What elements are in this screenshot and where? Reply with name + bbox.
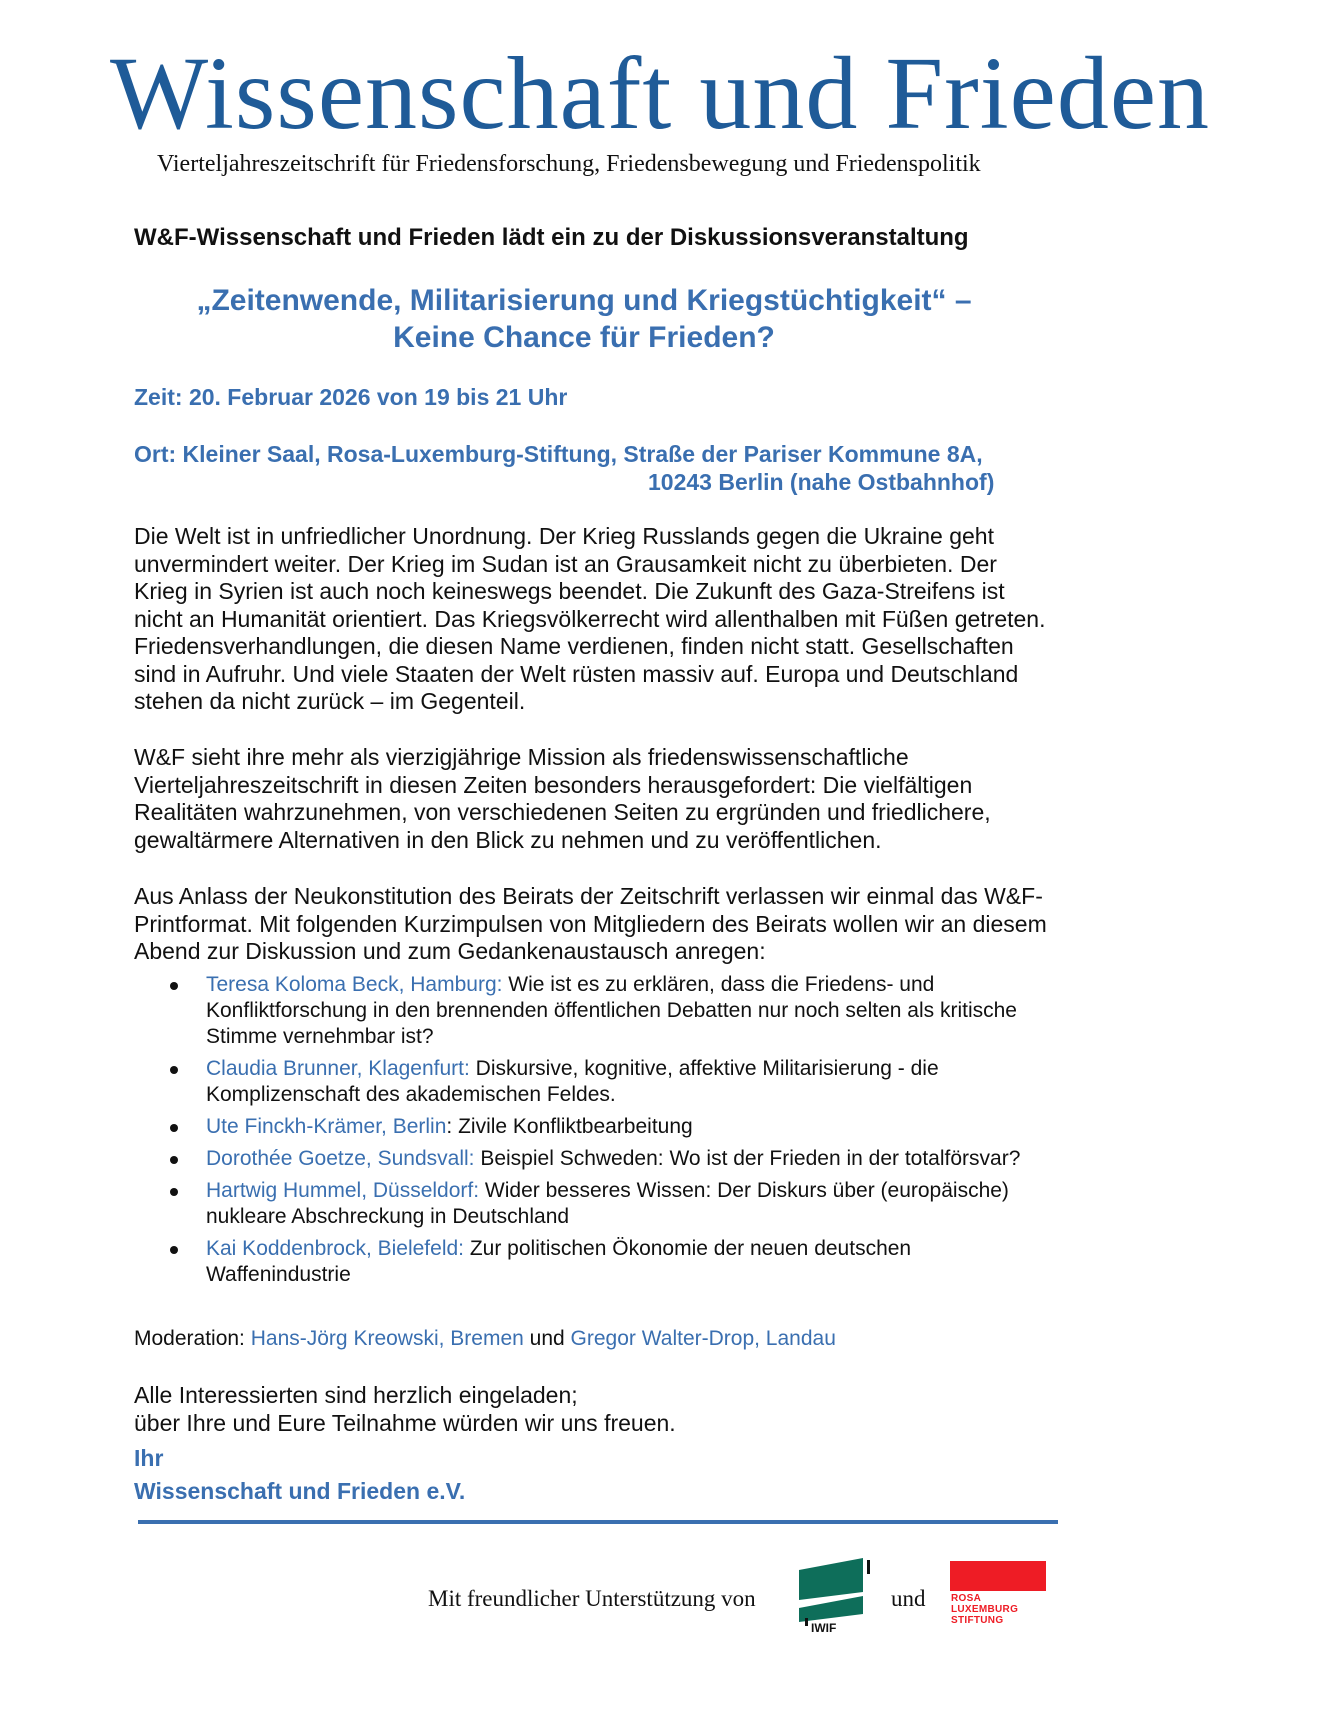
event-time: Zeit: 20. Februar 2026 von 19 bis 21 Uhr: [134, 384, 568, 410]
paragraph-world-situation: Die Welt ist in unfriedlicher Unordnung. Der Krieg Russlands gegen die Ukraine geht unvermindert weiter. Der Krieg im Sudan ist an Grausamkeit nicht zu überbieten. Der Krieg in Syrien ist auch noch keineswegs beendet. Die Zukunft des Gaza-Streifens ist nicht an Humanität orientiert. Das Kriegsvölkerrecht wird allenthalben mit Füßen getreten. Friedensverhandlungen, die diesen Name verdienen, finden nicht statt. Gesellschaften sind in Aufruhr. Und viele Staaten der Welt rüsten massiv auf. Europa und Deutschland stehen da nicht zurück – im Gegenteil.: [134, 523, 1046, 714]
rls-logo-icon: [950, 1561, 1046, 1631]
speaker-name: Hartwig Hummel, Düsseldorf:: [206, 1179, 480, 1202]
speaker-item: [134, 1236, 1034, 1288]
signature-line-2: Wissenschaft und Frieden e.V.: [134, 1478, 466, 1504]
speaker-topic: Beispiel Schweden: Wo ist der Frieden in der totalförsvar?: [474, 1147, 1021, 1170]
moderator-1: Hans-Jörg Kreowski, Bremen: [250, 1327, 524, 1350]
signature-line-1: Ihr: [134, 1445, 164, 1471]
moderator-2: Gregor Walter-Drop, Landau: [570, 1327, 836, 1350]
bullet-icon: [170, 1246, 178, 1254]
speaker-item: [134, 1146, 1034, 1172]
moderation-joiner: und: [523, 1327, 571, 1350]
moderation-line: [134, 1327, 836, 1351]
rls-logo-line: LUXEMBURG: [951, 1604, 1019, 1615]
moderation-label: Moderation:: [134, 1327, 251, 1350]
masthead-title: Wissenschaft und Frieden: [110, 36, 1211, 151]
speaker-item: [134, 1056, 1034, 1108]
support-joiner: und: [891, 1586, 926, 1611]
wif-logo-icon: [797, 1556, 873, 1640]
speaker-topic: Wider besseres Wissen: Der Diskurs über (europäische) nukleare Abschreckung in Deutschland: [206, 1179, 1009, 1228]
invitation-closing: [134, 1381, 676, 1437]
speaker-item: [134, 1114, 1034, 1140]
bullet-icon: [170, 1188, 178, 1196]
event-title-line-1: „Zeitenwende, Militarisierung und Kriegstüchtigkeit“ –: [196, 284, 972, 317]
invitation-line-2: über Ihre und Eure Teilnahme würden wir uns freuen.: [134, 1410, 676, 1436]
speaker-topic: Wie ist es zu erklären, dass die Friedens- und Konfliktforschung in den brennenden öffentlichen Debatten nur noch selten als kritische Stimme vernehmbar ist?: [206, 973, 1017, 1048]
invitation-line-1: Alle Interessierten sind herzlich eingeladen;: [134, 1382, 578, 1408]
speaker-item: [134, 1178, 1034, 1230]
bullet-icon: [170, 1124, 178, 1132]
speaker-topic: Zur politischen Ökonomie der neuen deutschen Waffenindustrie: [206, 1237, 912, 1286]
paragraph-occasion: Aus Anlass der Neukonstitution des Beirats der Zeitschrift verlassen wir einmal das W&F- Printformat. Mit folgenden Kurzimpulsen von Mitgliedern des Beirats wollen wir an diesem Abend zur Diskussion und zum Gedankenaustausch anregen:: [134, 883, 1047, 964]
wif-logo-label: IWIF: [811, 1621, 837, 1635]
speaker-item: [134, 972, 1034, 1050]
event-location-line-1: Ort: Kleiner Saal, Rosa-Luxemburg-Stiftung, Straße der Pariser Kommune 8A,: [134, 441, 983, 467]
rls-logo-box: [950, 1561, 1046, 1591]
speaker-name: Kai Koddenbrock, Bielefeld:: [206, 1237, 464, 1260]
rls-logo-text: [951, 1593, 1018, 1626]
event-title: [134, 282, 1034, 356]
speaker-topic: Diskursive, kognitive, affektive Militarisierung - die Komplizenschaft des akademischen Feldes.: [206, 1057, 939, 1106]
event-title-line-2: Keine Chance für Frieden?: [393, 321, 775, 354]
speaker-name: Dorothée Goetze, Sundsvall:: [206, 1147, 475, 1170]
bullet-icon: [170, 982, 178, 990]
event-location: [134, 440, 994, 496]
paragraph-mission: W&F sieht ihre mehr als vierzigjährige Mission als friedenswissenschaftliche Vierteljahreszeitschrift in diesen Zeiten besonders herausgefordert: Die vielfältigen Realitäten wahrzunehmen, von verschiedenen Seiten zu ergründen und friedlichere, gewaltärmere Alternativen in den Blick zu nehmen und zu veröffentlichen.: [134, 744, 991, 853]
masthead-subtitle: Vierteljahreszeitschrift für Friedensforschung, Friedensbewegung und Friedenspolitik: [157, 151, 981, 177]
bullet-icon: [170, 1066, 178, 1074]
wif-logo-shape: [797, 1556, 873, 1626]
invitation-intro: W&F-Wissenschaft und Frieden lädt ein zu der Diskussionsveranstaltung: [134, 224, 969, 251]
event-location-line-2: 10243 Berlin (nahe Ostbahnhof): [648, 469, 995, 495]
signature: [134, 1442, 465, 1508]
rls-logo-line: ROSA: [951, 1593, 982, 1604]
speaker-topic: : Zivile Konfliktbearbeitung: [446, 1115, 693, 1138]
speaker-name: Ute Finckh-Krämer, Berlin: [206, 1115, 447, 1138]
support-text: Mit freundlicher Unterstützung von: [428, 1586, 756, 1611]
rls-logo-line: STIFTUNG: [951, 1615, 1004, 1626]
footer-divider: [138, 1520, 1058, 1524]
bullet-icon: [170, 1156, 178, 1164]
speaker-name: Teresa Koloma Beck, Hamburg:: [206, 973, 503, 996]
speaker-name: Claudia Brunner, Klagenfurt:: [206, 1057, 470, 1080]
speaker-list: [134, 972, 1034, 1294]
